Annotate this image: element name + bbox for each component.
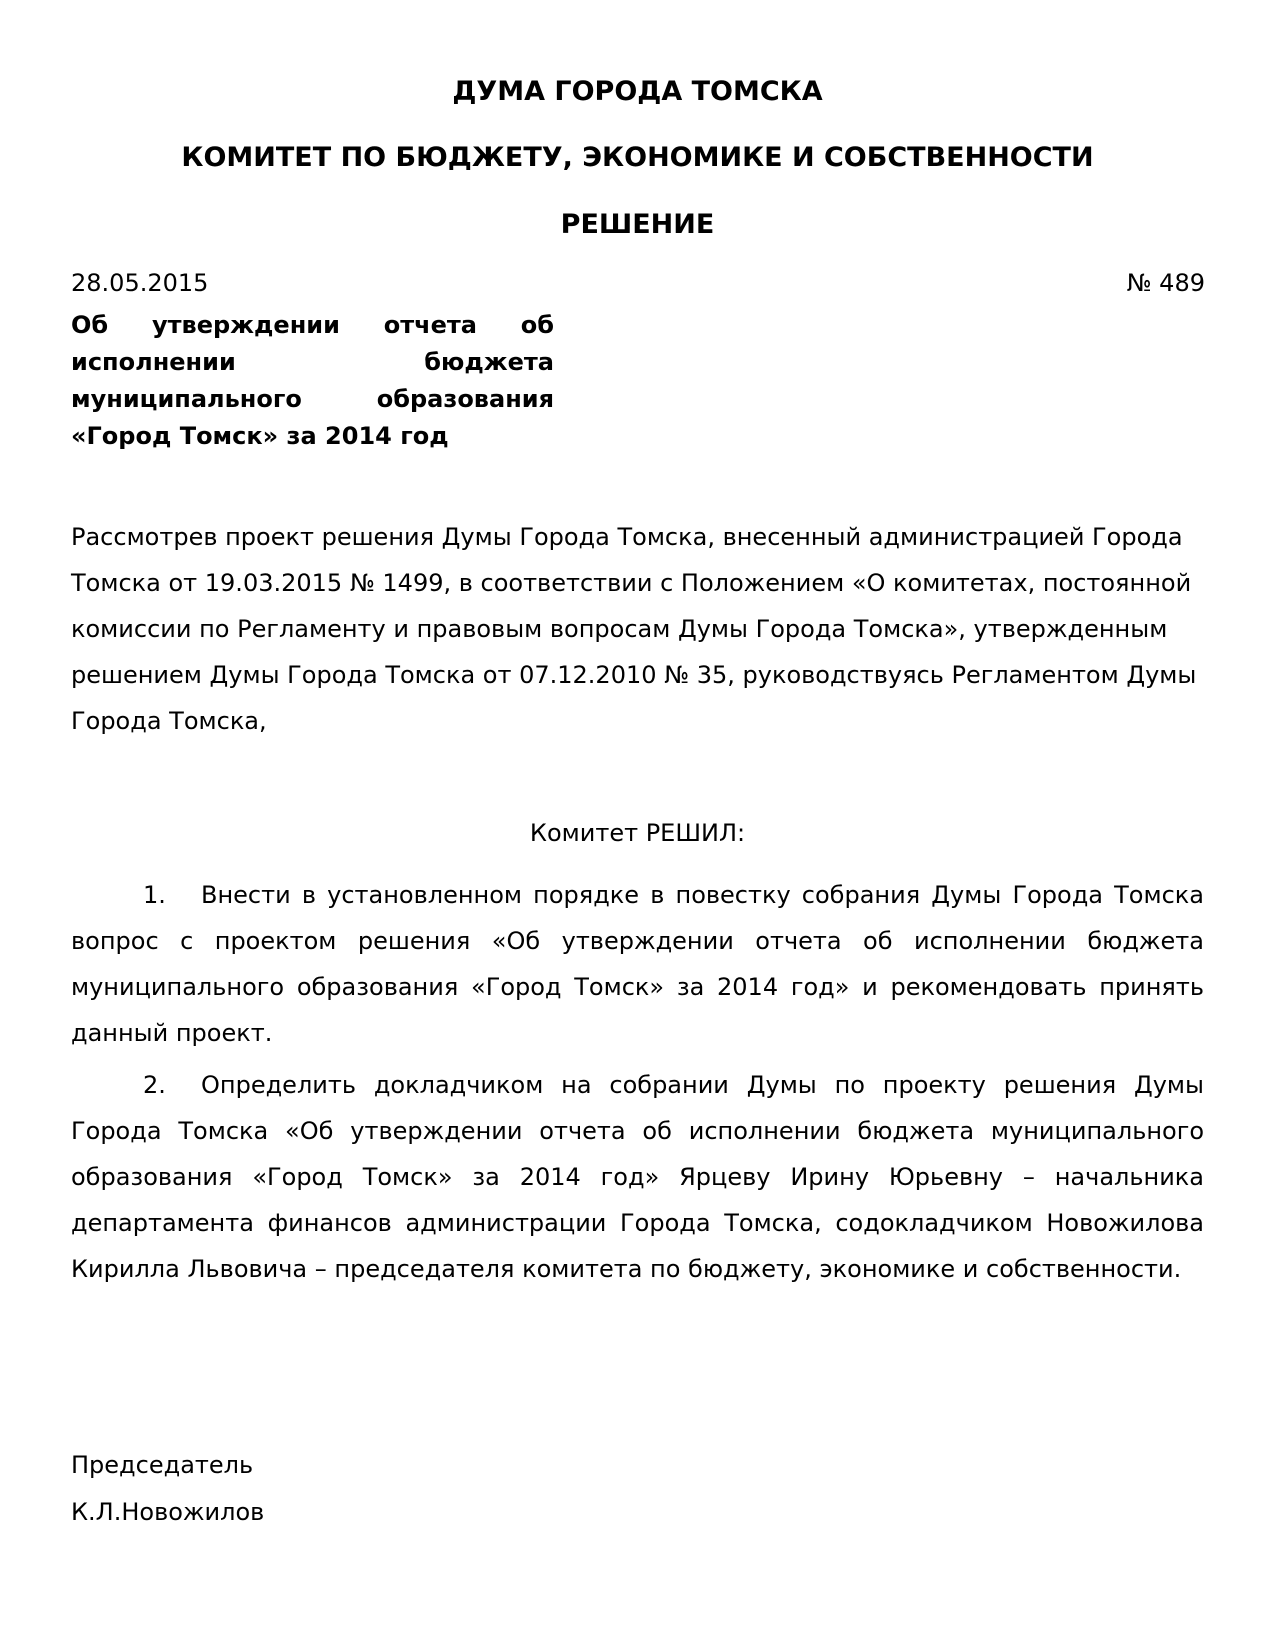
decision-date: 28.05.2015 <box>71 269 209 297</box>
decision-number: № 489 <box>1126 269 1205 297</box>
signatory-title: Председатель <box>71 1451 254 1479</box>
preamble-paragraph: Рассмотрев проект решения Думы Города Томска, внесенный администрацией Города Томска от 19.03.2015 № 1499, в соответствии с Положением «О комитетах, постоянной комиссии по Регламенту и правовым вопросам Думы Города Томска», утвержденным решением Думы Города Томска от 07.12.2010 № 35, руководствуясь Регламентом Думы Города Томска, <box>71 523 1197 735</box>
committee-title: КОМИТЕТ ПО БЮДЖЕТУ, ЭКОНОМИКЕ И СОБСТВЕННОСТИ <box>181 142 1094 173</box>
organization-title: ДУМА ГОРОДА ТОМСКА <box>452 76 823 107</box>
decision-item-2 <box>71 1062 1204 1292</box>
decision-item-text: Внести в установленном порядке в повестку собрания Думы Города Томска вопрос с проектом решения «Об утверждении отчета об исполнении бюджета муниципального образования «Город Томск» за 2014 год» и рекомендовать принять данный проект. <box>71 881 1204 1047</box>
document-type-title: РЕШЕНИЕ <box>560 209 715 240</box>
committee-decided-heading: Комитет РЕШИЛ: <box>529 819 746 847</box>
decision-item-text: Определить докладчиком на собрании Думы по проекту решения Думы Города Томска «Об утверждении отчета об исполнении бюджета муниципального образования «Город Томск» за 2014 год» Ярцеву Ирину Юрьевну – начальника департамента финансов администрации Города Томска, содокладчиком Новожилова Кирилла Львовича – председателя комитета по бюджету, экономике и собственности. <box>71 1071 1204 1283</box>
decision-item-1 <box>71 872 1204 1056</box>
decision-subject: Об утверждении отчета об исполнении бюджета муниципального образования «Город Томск» за 2014 год <box>71 311 554 450</box>
decision-item-number: 2. <box>143 1071 166 1099</box>
decision-item-number: 1. <box>143 881 166 909</box>
signatory-name: К.Л.Новожилов <box>71 1498 265 1526</box>
